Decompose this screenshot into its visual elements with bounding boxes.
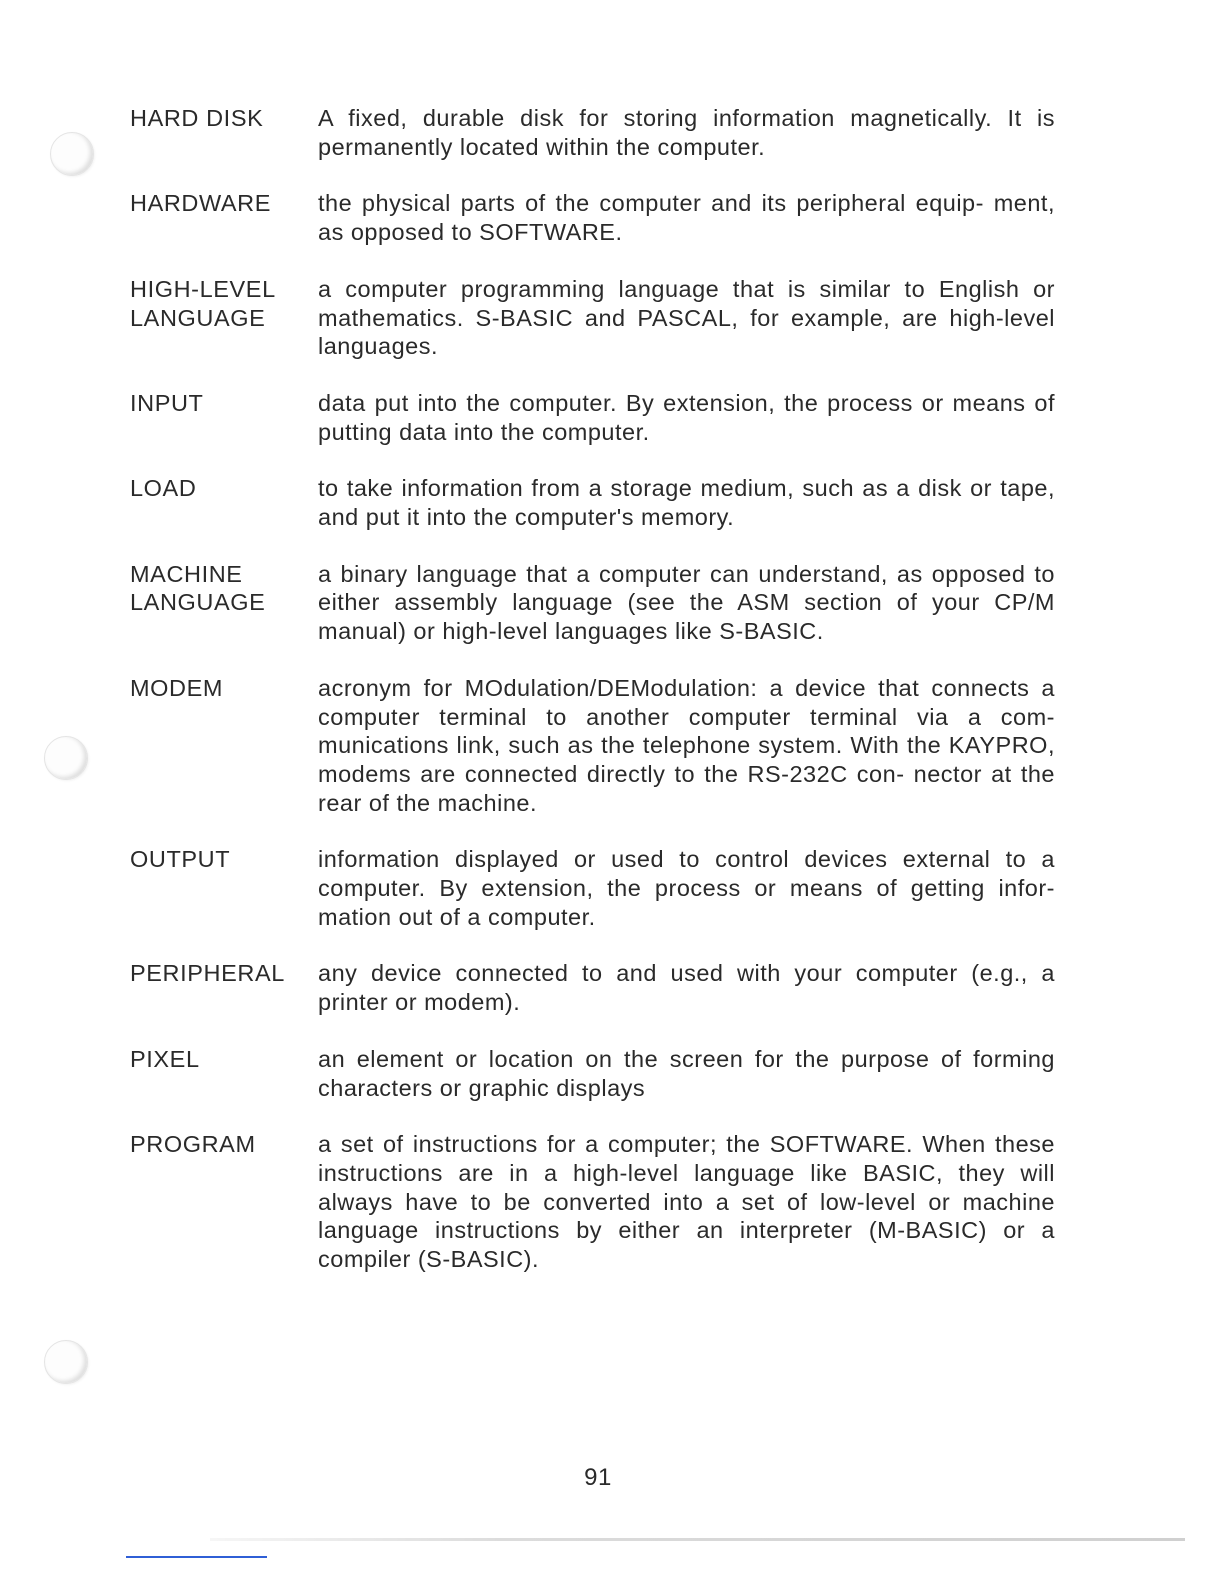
glossary-term: PIXEL bbox=[130, 1045, 200, 1072]
glossary-entry-program bbox=[130, 1130, 1060, 1274]
bottom-rule bbox=[210, 1538, 1185, 1541]
glossary-entry-load bbox=[130, 474, 1060, 531]
glossary-entry-pixel bbox=[130, 1045, 1060, 1102]
page-number: 91 bbox=[584, 1464, 612, 1491]
glossary-definition: data put into the computer. By extension, the process or means of putting data into the computer. bbox=[318, 389, 1055, 445]
glossary-term: PERIPHERAL bbox=[130, 960, 285, 987]
glossary-definition: to take information from a storage medium, such as a disk or tape, and put it into the computer's memory. bbox=[318, 475, 1055, 531]
glossary-definition: a computer programming language that is similar to English or mathematics. S-BASIC and PASCAL, for example, are high-level languages. bbox=[318, 275, 1055, 360]
binder-hole bbox=[50, 132, 94, 176]
glossary-entry-hardware bbox=[130, 189, 1060, 246]
glossary-definition: a set of instructions for a computer; the SOFTWARE. When these instructions are in a high-level language like BASIC, they will always have to be converted into a set of low-level or machine language instructions by either an interpreter (M-BASIC) or a compiler (S-BASIC). bbox=[318, 1131, 1055, 1273]
glossary-term: LOAD bbox=[130, 475, 197, 502]
glossary-definition: A fixed, durable disk for storing information magnetically. It is permanently located within the computer. bbox=[318, 105, 1055, 160]
binder-hole bbox=[44, 1340, 88, 1384]
glossary-list bbox=[130, 104, 1060, 1302]
glossary-definition: acronym for MOdulation/DEModulation: a device that connects a computer terminal to another computer terminal via a com- munications link, such as the telephone system. With the KAYPRO, modems are connected directly to the RS-232C con- nector at the rear of the machine. bbox=[318, 674, 1055, 816]
glossary-entry-high-level-language bbox=[130, 275, 1060, 361]
glossary-term: MODEM bbox=[130, 674, 224, 701]
glossary-entry-machine-language bbox=[130, 560, 1060, 646]
blue-underline-mark bbox=[126, 1556, 267, 1558]
glossary-term: MACHINE LANGUAGE bbox=[130, 560, 266, 616]
glossary-definition: the physical parts of the computer and its peripheral equip- ment, as opposed to SOFTWARE. bbox=[318, 190, 1055, 246]
glossary-entry-input bbox=[130, 389, 1060, 446]
glossary-definition: any device connected to and used with your computer (e.g., a printer or modem). bbox=[318, 960, 1055, 1016]
glossary-term: HARDWARE bbox=[130, 190, 272, 217]
glossary-entry-modem bbox=[130, 674, 1060, 818]
glossary-entry-hard-disk bbox=[130, 104, 1060, 161]
binder-hole bbox=[44, 736, 88, 780]
glossary-term: OUTPUT bbox=[130, 846, 231, 873]
glossary-entry-output bbox=[130, 845, 1060, 931]
glossary-term: INPUT bbox=[130, 389, 204, 416]
glossary-term: HIGH-LEVEL LANGUAGE bbox=[130, 275, 276, 331]
glossary-term: PROGRAM bbox=[130, 1131, 256, 1158]
glossary-definition: an element or location on the screen for the purpose of forming characters or graphic displays bbox=[318, 1045, 1055, 1101]
glossary-definition: a binary language that a computer can understand, as opposed to either assembly language (see the ASM section of your CP/M manual) or high-level languages like S-BASIC. bbox=[318, 560, 1055, 645]
glossary-definition: information displayed or used to control devices external to a computer. By extension, the process or means of getting infor- mation out of a computer. bbox=[318, 846, 1055, 930]
glossary-entry-peripheral bbox=[130, 959, 1060, 1016]
glossary-term: HARD DISK bbox=[130, 105, 264, 131]
